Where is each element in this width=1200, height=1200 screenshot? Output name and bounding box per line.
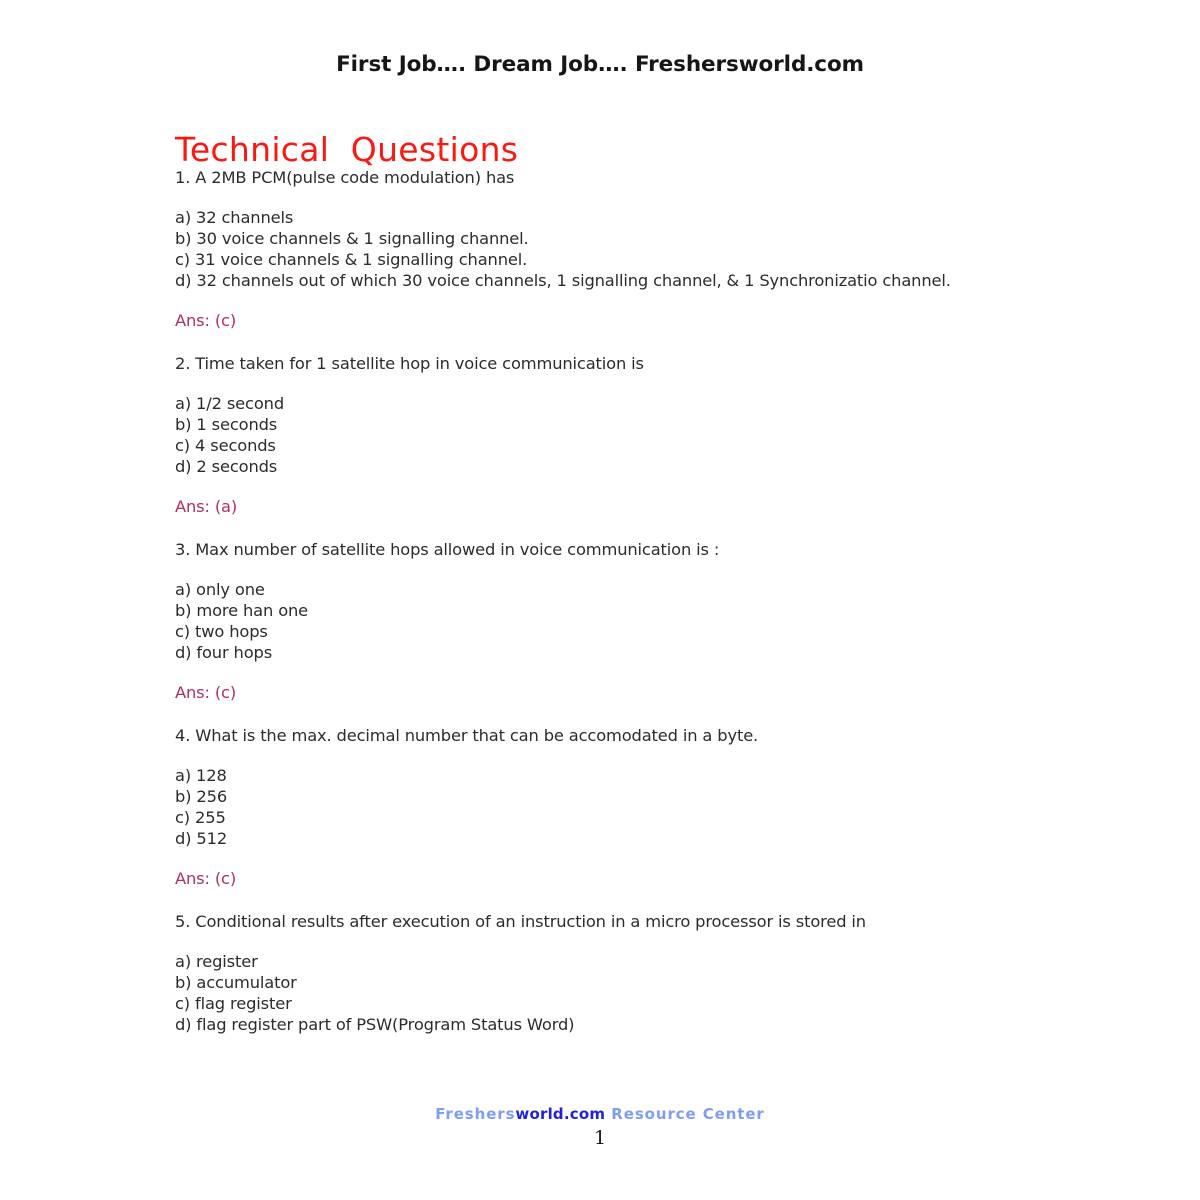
option-item[interactable]: a) 1/2 second	[175, 394, 284, 413]
option-item[interactable]: b) 256	[175, 787, 228, 806]
option-item[interactable]: d) flag register part of PSW(Program Status Word)	[175, 1015, 575, 1034]
option-item[interactable]: a) 128	[175, 766, 227, 785]
answer-line: Ans: (c)	[175, 869, 237, 888]
document-header-tagline: First Job…. Dream Job…. Freshersworld.com	[336, 52, 864, 77]
document-footer	[0, 1105, 1200, 1149]
option-item[interactable]: b) 1 seconds	[175, 415, 278, 434]
question-block	[175, 167, 990, 331]
answer-line: Ans: (a)	[175, 497, 238, 516]
questions-container	[175, 167, 990, 1035]
question-spacer	[175, 703, 990, 725]
option-list	[175, 579, 990, 663]
answer-line: Ans: (c)	[175, 683, 237, 702]
footer-brand-part1: Freshers	[435, 1105, 516, 1123]
footer-brand	[0, 1105, 1200, 1123]
option-list	[175, 393, 990, 477]
option-item[interactable]: d) 512	[175, 829, 228, 848]
option-item[interactable]: c) 31 voice channels & 1 signalling channel.	[175, 250, 528, 269]
question-stem: 3. Max number of satellite hops allowed in voice communication is :	[175, 540, 720, 559]
question-stem: 5. Conditional results after execution of an instruction in a micro processor is stored in	[175, 912, 866, 931]
question-block	[175, 353, 990, 517]
question-block	[175, 911, 990, 1035]
question-stem: 2. Time taken for 1 satellite hop in voice communication is	[175, 354, 644, 373]
question-stem: 4. What is the max. decimal number that can be accomodated in a byte.	[175, 726, 759, 745]
option-item[interactable]: c) flag register	[175, 994, 292, 1013]
option-item[interactable]: a) only one	[175, 580, 265, 599]
option-item[interactable]: c) 255	[175, 808, 226, 827]
option-list	[175, 207, 990, 291]
option-list	[175, 765, 990, 849]
option-item[interactable]: a) register	[175, 952, 258, 971]
option-item[interactable]: c) two hops	[175, 622, 268, 641]
answer-line: Ans: (c)	[175, 311, 237, 330]
question-stem: 1. A 2MB PCM(pulse code modulation) has	[175, 168, 515, 187]
option-item[interactable]: b) more han one	[175, 601, 309, 620]
option-item[interactable]: a) 32 channels	[175, 208, 294, 227]
page-title: Technical Questions	[175, 130, 519, 170]
question-spacer	[175, 889, 990, 911]
option-item[interactable]: d) 32 channels out of which 30 voice channels, 1 signalling channel, & 1 Synchronizatio channel.	[175, 271, 951, 290]
question-block	[175, 539, 990, 703]
option-item[interactable]: b) 30 voice channels & 1 signalling channel.	[175, 229, 529, 248]
question-block	[175, 725, 990, 889]
option-list	[175, 951, 990, 1035]
option-item[interactable]: c) 4 seconds	[175, 436, 276, 455]
question-spacer	[175, 331, 990, 353]
footer-brand-part3: Resource Center	[605, 1105, 765, 1123]
page-number: 1	[593, 1127, 607, 1149]
option-item[interactable]: d) four hops	[175, 643, 273, 662]
option-item[interactable]: d) 2 seconds	[175, 457, 278, 476]
question-spacer	[175, 517, 990, 539]
option-item[interactable]: b) accumulator	[175, 973, 297, 992]
footer-brand-part2: world.com	[515, 1105, 606, 1123]
